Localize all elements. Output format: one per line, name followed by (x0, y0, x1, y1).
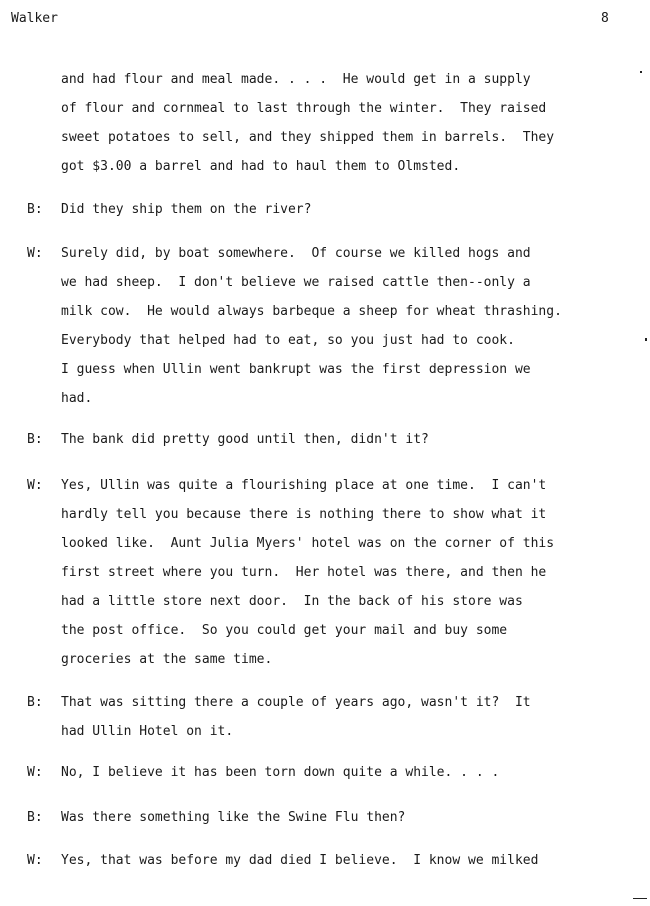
text-line: Yes, that was before my dad died I believe. I know we milked (61, 853, 539, 868)
text-line: we had sheep. I don't believe we raised cattle then--only a (61, 275, 531, 290)
text-line: and had flour and meal made. . . . He would get in a supply (61, 72, 531, 87)
text-line: No, I believe it has been torn down quite a while. . . . (61, 765, 500, 780)
speaker-label: W: (27, 765, 43, 780)
text-line: milk cow. He would always barbeque a sheep for wheat thrashing. (61, 304, 562, 319)
speaker-label: W: (27, 246, 43, 261)
text-line: first street where you turn. Her hotel was there, and then he (61, 565, 547, 580)
text-line: had. (61, 391, 93, 406)
text-line: The bank did pretty good until then, didn't it? (61, 432, 429, 447)
speaker-label: B: (27, 432, 43, 447)
margin-mark (640, 71, 642, 73)
speaker-label: B: (27, 810, 43, 825)
speaker-label: B: (27, 695, 43, 710)
text-line: Did they ship them on the river? (61, 202, 312, 217)
text-line: groceries at the same time. (61, 652, 273, 667)
text-line: got $3.00 a barrel and had to haul them to Olmsted. (61, 159, 461, 174)
text-line: Yes, Ullin was quite a flourishing place at one time. I can't (61, 478, 547, 493)
text-line: Surely did, by boat somewhere. Of course we killed hogs and (61, 246, 531, 261)
text-line: looked like. Aunt Julia Myers' hotel was on the corner of this (61, 536, 555, 551)
text-line: I guess when Ullin went bankrupt was the first depression we (61, 362, 531, 377)
margin-mark (645, 338, 647, 341)
text-line: Was there something like the Swine Flu then? (61, 810, 406, 825)
header-name: Walker (11, 11, 58, 26)
text-line: Everybody that helped had to eat, so you just had to cook. (61, 333, 515, 348)
text-line: That was sitting there a couple of years ago, wasn't it? It (61, 695, 531, 710)
text-line: the post office. So you could get your mail and buy some (61, 623, 508, 638)
text-line: of flour and cornmeal to last through the winter. They raised (61, 101, 547, 116)
text-line: had Ullin Hotel on it. (61, 724, 234, 739)
speaker-label: W: (27, 478, 43, 493)
page-number: 8 (601, 11, 609, 26)
speaker-label: W: (27, 853, 43, 868)
text-line: had a little store next door. In the back of his store was (61, 594, 523, 609)
text-line: hardly tell you because there is nothing there to show what it (61, 507, 547, 522)
text-line: sweet potatoes to sell, and they shipped them in barrels. They (61, 130, 555, 145)
speaker-label: B: (27, 202, 43, 217)
margin-mark (633, 898, 647, 899)
